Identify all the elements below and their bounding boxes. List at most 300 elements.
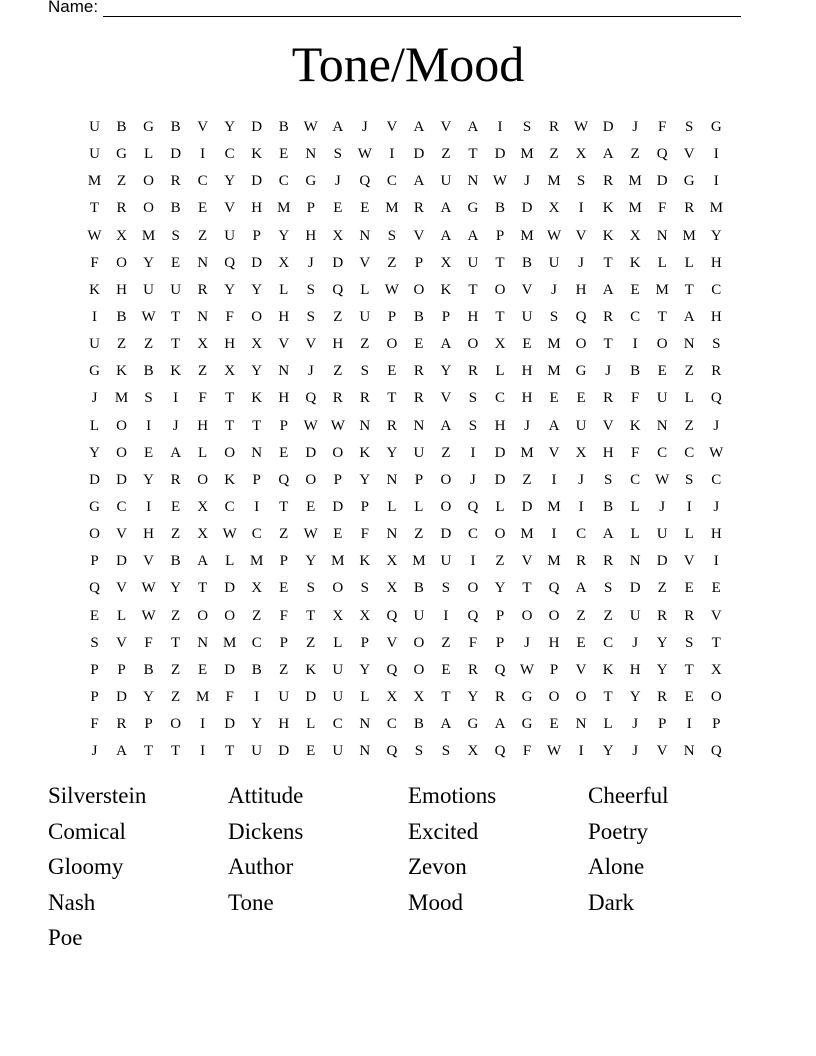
grid-letter: Z <box>414 526 424 543</box>
grid-letter: B <box>413 580 424 597</box>
grid-letter: R <box>467 661 478 678</box>
grid-letter: H <box>629 661 641 678</box>
grid-letter: Q <box>548 580 560 597</box>
grid-letter: Z <box>116 173 127 190</box>
grid-letter: U <box>656 526 668 543</box>
grid-letter: E <box>171 254 181 271</box>
grid-letter: H <box>224 336 236 353</box>
grid-letter: N <box>386 471 398 488</box>
grid-letter: Z <box>549 146 559 163</box>
grid-letter: N <box>359 743 371 760</box>
grid-letter: T <box>495 309 505 326</box>
grid-letter: W <box>573 119 589 136</box>
grid-letter: S <box>414 743 424 760</box>
grid-letter: V <box>116 526 127 543</box>
grid-letter: Y <box>278 227 290 244</box>
grid-letter: Z <box>171 607 181 624</box>
page-title: Tone/Mood <box>291 36 525 92</box>
grid-letter: A <box>602 281 614 298</box>
grid-letter: D <box>224 661 236 678</box>
grid-letter: D <box>494 146 506 163</box>
grid-letter: W <box>87 227 102 244</box>
grid-letter: U <box>89 146 100 163</box>
grid-letter: O <box>224 444 236 461</box>
grid-letter: S <box>387 227 397 244</box>
grid-letter: V <box>359 254 371 271</box>
grid-letter: L <box>630 499 640 516</box>
grid-letter: Z <box>495 553 505 570</box>
grid-letter: U <box>143 281 154 298</box>
grid-letter: G <box>116 146 127 163</box>
grid-letter: W <box>303 526 318 543</box>
grid-letter: A <box>602 526 614 543</box>
grid-letter: Z <box>252 607 262 624</box>
grid-letter: I <box>470 553 476 570</box>
grid-letter: T <box>657 309 667 326</box>
grid-letter: M <box>628 200 642 217</box>
grid-letter: V <box>683 553 695 570</box>
grid-letter: Z <box>684 417 694 434</box>
grid-letter: Z <box>603 607 613 624</box>
grid-letter: P <box>360 634 369 651</box>
grid-letter: D <box>602 119 614 136</box>
grid-letter: T <box>171 634 181 651</box>
grid-letter: R <box>684 607 695 624</box>
grid-letter: T <box>387 390 397 407</box>
grid-letter: H <box>332 336 344 353</box>
grid-letter: X <box>359 607 371 624</box>
grid-letter: T <box>279 499 289 516</box>
grid-letter: U <box>656 390 668 407</box>
grid-letter: O <box>467 336 479 353</box>
grid-letter: K <box>440 281 452 298</box>
grid-letter: K <box>629 254 641 271</box>
grid-letter: J <box>605 363 612 380</box>
grid-letter: N <box>629 553 641 570</box>
grid-letter: V <box>143 553 154 570</box>
grid-letter: A <box>413 173 425 190</box>
grid-letter: P <box>658 716 667 733</box>
grid-letter: C <box>386 716 397 733</box>
grid-letter: T <box>225 390 235 407</box>
grid-letter: D <box>332 499 344 516</box>
grid-letter: M <box>385 200 399 217</box>
grid-letter: S <box>144 390 153 407</box>
word-bank-item: Alone <box>588 854 645 879</box>
grid-letter: T <box>306 607 316 624</box>
grid-letter: M <box>223 634 237 651</box>
grid-letter: V <box>521 281 533 298</box>
grid-letter: L <box>225 553 235 570</box>
grid-letter: B <box>170 200 181 217</box>
grid-letter: F <box>468 634 478 651</box>
grid-letter: B <box>143 363 154 380</box>
grid-letter: V <box>224 200 236 217</box>
grid-letter: R <box>197 281 208 298</box>
grid-letter: O <box>413 634 425 651</box>
grid-letter: T <box>603 689 613 706</box>
grid-letter: O <box>116 254 127 271</box>
grid-letter: L <box>360 689 370 706</box>
grid-letter: U <box>440 173 452 190</box>
grid-letter: J <box>713 417 720 434</box>
grid-letter: H <box>710 309 722 326</box>
grid-letter: D <box>440 526 452 543</box>
grid-letter: O <box>332 444 344 461</box>
grid-letter: N <box>251 444 263 461</box>
grid-letter: B <box>170 119 181 136</box>
grid-letter: W <box>303 417 318 434</box>
grid-letter: H <box>278 390 290 407</box>
grid-letter: D <box>629 580 641 597</box>
grid-letter: G <box>575 363 587 380</box>
grid-letter: P <box>414 471 424 488</box>
grid-letter: E <box>143 444 154 461</box>
grid-letter: Z <box>630 146 640 163</box>
grid-letter: K <box>116 363 127 380</box>
grid-letter: N <box>656 417 668 434</box>
grid-letter: P <box>90 689 99 706</box>
grid-letter: D <box>305 689 317 706</box>
grid-letter: I <box>551 471 557 488</box>
grid-letter: A <box>440 716 452 733</box>
grid-letter: N <box>359 227 371 244</box>
grid-letter: L <box>360 281 370 298</box>
grid-letter: L <box>603 716 613 733</box>
grid-letter: S <box>171 227 180 244</box>
grid-letter: E <box>630 281 640 298</box>
name-underline <box>103 0 741 17</box>
grid-letter: W <box>546 743 562 760</box>
grid-letter: N <box>197 309 209 326</box>
grid-letter: J <box>632 743 639 760</box>
grid-letter: C <box>116 499 127 516</box>
grid-letter: M <box>547 499 561 516</box>
grid-letter: X <box>467 743 479 760</box>
grid-letter: C <box>630 309 641 326</box>
grid-letter: P <box>306 200 315 217</box>
grid-letter: Y <box>359 661 371 678</box>
grid-letter: Y <box>224 119 236 136</box>
grid-letter: N <box>197 254 209 271</box>
grid-letter: K <box>251 146 263 163</box>
grid-letter: M <box>520 227 534 244</box>
grid-letter: P <box>90 553 99 570</box>
grid-letter: Z <box>171 526 181 543</box>
grid-letter: G <box>89 499 100 516</box>
grid-letter: V <box>197 119 209 136</box>
grid-letter: O <box>143 200 154 217</box>
grid-letter: L <box>116 607 127 624</box>
grid-letter: G <box>683 173 695 190</box>
grid-letter: C <box>224 499 235 516</box>
grid-letter: J <box>307 363 314 380</box>
grid-letter: S <box>360 580 369 597</box>
grid-letter: C <box>576 526 587 543</box>
grid-letter: D <box>656 173 668 190</box>
grid-letter: V <box>575 661 587 678</box>
grid-letter: M <box>709 200 723 217</box>
grid-letter: Z <box>306 634 316 651</box>
grid-letter: B <box>251 661 262 678</box>
grid-letter: X <box>197 499 209 516</box>
grid-letter: U <box>575 417 587 434</box>
grid-letter: I <box>254 689 260 706</box>
grid-letter: A <box>170 444 182 461</box>
grid-letter: X <box>548 200 560 217</box>
grid-letter: V <box>386 119 398 136</box>
grid-letter: Y <box>494 580 506 597</box>
grid-letter: C <box>386 173 397 190</box>
grid-letter: B <box>413 716 424 733</box>
grid-letter: N <box>683 336 695 353</box>
grid-letter: F <box>90 716 99 733</box>
grid-letter: F <box>658 200 667 217</box>
grid-letter: J <box>172 417 179 434</box>
grid-letter: E <box>360 200 370 217</box>
grid-letter: M <box>87 173 102 190</box>
grid-letter: J <box>659 499 666 516</box>
grid-letter: Y <box>143 471 154 488</box>
grid-letter: X <box>197 336 209 353</box>
grid-letter: X <box>440 254 452 271</box>
grid-letter: M <box>547 173 561 190</box>
grid-letter: I <box>200 716 206 733</box>
grid-letter: H <box>278 309 290 326</box>
grid-letter: Y <box>386 444 398 461</box>
grid-letter: X <box>197 526 209 543</box>
grid-letter: S <box>306 281 315 298</box>
grid-letter: M <box>520 146 534 163</box>
grid-letter: E <box>333 526 343 543</box>
grid-letter: I <box>200 743 206 760</box>
grid-letter: U <box>224 227 236 244</box>
grid-letter: P <box>495 607 505 624</box>
grid-letter: O <box>197 607 209 624</box>
grid-letter: E <box>441 661 451 678</box>
grid-letter: J <box>632 119 639 136</box>
grid-letter: A <box>548 417 560 434</box>
grid-letter: X <box>413 689 425 706</box>
grid-letter: R <box>116 200 127 217</box>
grid-letter: H <box>278 716 290 733</box>
grid-letter: M <box>628 173 642 190</box>
grid-letter: K <box>251 390 263 407</box>
word-bank-item: Poe <box>48 925 83 950</box>
grid-letter: A <box>440 227 452 244</box>
grid-letter: K <box>602 227 614 244</box>
grid-letter: L <box>630 526 640 543</box>
grid-letter: D <box>251 119 263 136</box>
grid-letter: R <box>711 363 722 380</box>
grid-letter: V <box>116 634 127 651</box>
grid-letter: W <box>330 417 345 434</box>
grid-letter: W <box>141 607 156 624</box>
grid-letter: T <box>89 200 100 217</box>
grid-letter: Z <box>171 689 181 706</box>
grid-letter: P <box>279 553 288 570</box>
grid-letter: E <box>306 743 316 760</box>
grid-letter: N <box>575 716 587 733</box>
grid-letter: Y <box>656 661 668 678</box>
grid-letter: E <box>89 607 100 624</box>
grid-letter: F <box>225 309 234 326</box>
grid-letter: W <box>519 661 535 678</box>
grid-letter: E <box>198 661 208 678</box>
grid-letter: A <box>467 227 479 244</box>
grid-letter: P <box>144 716 153 733</box>
grid-letter: R <box>603 390 614 407</box>
grid-letter: T <box>225 743 235 760</box>
grid-letter: L <box>657 254 667 271</box>
grid-letter: M <box>250 553 264 570</box>
grid-letter: M <box>412 553 426 570</box>
grid-letter: H <box>494 417 506 434</box>
grid-letter: E <box>549 390 559 407</box>
grid-letter: R <box>413 200 424 217</box>
grid-letter: D <box>116 553 127 570</box>
grid-letter: S <box>576 173 586 190</box>
grid-letter: F <box>630 390 640 407</box>
grid-letter: T <box>711 634 721 651</box>
grid-letter: P <box>279 417 288 434</box>
grid-letter: Y <box>224 281 236 298</box>
grid-letter: R <box>413 363 424 380</box>
grid-letter: B <box>522 254 533 271</box>
grid-letter: J <box>551 281 557 298</box>
grid-letter: C <box>332 716 343 733</box>
grid-letter: L <box>306 716 316 733</box>
grid-letter: J <box>470 471 476 488</box>
grid-letter: E <box>279 444 289 461</box>
grid-letter: P <box>414 254 424 271</box>
grid-letter: G <box>143 119 154 136</box>
grid-letter: R <box>603 553 614 570</box>
grid-letter: S <box>685 634 694 651</box>
grid-letter: H <box>467 309 479 326</box>
grid-letter: O <box>548 689 560 706</box>
grid-letter: W <box>141 309 156 326</box>
grid-letter: I <box>578 499 584 516</box>
grid-letter: L <box>387 499 397 516</box>
grid-letter: P <box>387 309 397 326</box>
grid-letter: O <box>467 580 479 597</box>
grid-letter: B <box>143 661 154 678</box>
grid-letter: F <box>90 254 99 271</box>
grid-letter: L <box>89 417 100 434</box>
grid-letter: T <box>522 580 532 597</box>
grid-letter: A <box>332 119 344 136</box>
grid-letter: T <box>171 309 181 326</box>
grid-letter: Z <box>143 336 154 353</box>
grid-letter: V <box>575 227 587 244</box>
grid-letter: Z <box>441 444 451 461</box>
grid-letter: T <box>171 336 181 353</box>
grid-letter: C <box>684 444 695 461</box>
word-bank-item: Poetry <box>588 818 649 844</box>
grid-letter: I <box>146 499 152 516</box>
grid-letter: R <box>386 417 397 434</box>
grid-letter: U <box>548 254 560 271</box>
word-bank-item: Silverstein <box>48 783 147 808</box>
grid-letter: X <box>332 607 344 624</box>
grid-letter: F <box>522 743 532 760</box>
grid-letter: Y <box>251 281 263 298</box>
grid-letter: A <box>602 146 614 163</box>
grid-letter: P <box>495 227 505 244</box>
grid-letter: F <box>360 526 369 543</box>
grid-letter: U <box>521 309 533 326</box>
grid-letter: E <box>414 336 424 353</box>
grid-letter: D <box>116 689 127 706</box>
grid-letter: C <box>278 173 289 190</box>
grid-letter: J <box>578 471 584 488</box>
grid-letter: X <box>386 580 398 597</box>
grid-letter: D <box>494 471 506 488</box>
grid-letter: Q <box>386 661 398 678</box>
grid-letter: Q <box>467 499 479 516</box>
grid-letter: Y <box>656 634 668 651</box>
grid-letter: D <box>332 254 344 271</box>
grid-letter: D <box>494 444 506 461</box>
grid-letter: U <box>413 607 425 624</box>
grid-letter: Z <box>657 580 667 597</box>
word-bank-item: Excited <box>408 818 479 844</box>
grid-letter: I <box>470 444 476 461</box>
grid-letter: M <box>277 200 291 217</box>
grid-letter: Q <box>386 607 398 624</box>
grid-letter: V <box>710 607 722 624</box>
grid-letter: S <box>333 146 342 163</box>
grid-letter: B <box>278 119 289 136</box>
word-bank-item: Attitude <box>228 783 304 808</box>
grid-letter: D <box>278 743 290 760</box>
grid-letter: J <box>632 716 639 733</box>
grid-letter: T <box>198 580 208 597</box>
grid-letter: O <box>224 607 236 624</box>
grid-letter: R <box>603 173 614 190</box>
grid-letter: V <box>413 227 425 244</box>
grid-letter: O <box>116 417 127 434</box>
grid-letter: C <box>224 146 235 163</box>
grid-letter: W <box>492 173 508 190</box>
grid-letter: O <box>251 309 263 326</box>
grid-letter: S <box>603 580 613 597</box>
grid-letter: S <box>468 417 478 434</box>
grid-letter: W <box>384 281 399 298</box>
grid-letter: D <box>305 444 317 461</box>
grid-letter: J <box>361 119 368 136</box>
grid-letter: E <box>279 580 289 597</box>
grid-letter: M <box>547 363 561 380</box>
grid-letter: M <box>547 553 561 570</box>
grid-letter: Z <box>171 661 181 678</box>
grid-letter: K <box>224 471 236 488</box>
word-bank-item: Emotions <box>408 783 497 808</box>
grid-letter: X <box>629 227 641 244</box>
grid-letter: B <box>630 363 641 380</box>
grid-letter: P <box>549 661 559 678</box>
grid-letter: Q <box>224 254 236 271</box>
grid-letter: M <box>682 227 696 244</box>
grid-letter: R <box>657 689 668 706</box>
grid-letter: R <box>549 119 560 136</box>
grid-letter: Q <box>278 471 290 488</box>
grid-letter: A <box>440 200 452 217</box>
grid-letter: W <box>141 580 156 597</box>
grid-letter: Q <box>656 146 668 163</box>
grid-letter: P <box>117 661 126 678</box>
